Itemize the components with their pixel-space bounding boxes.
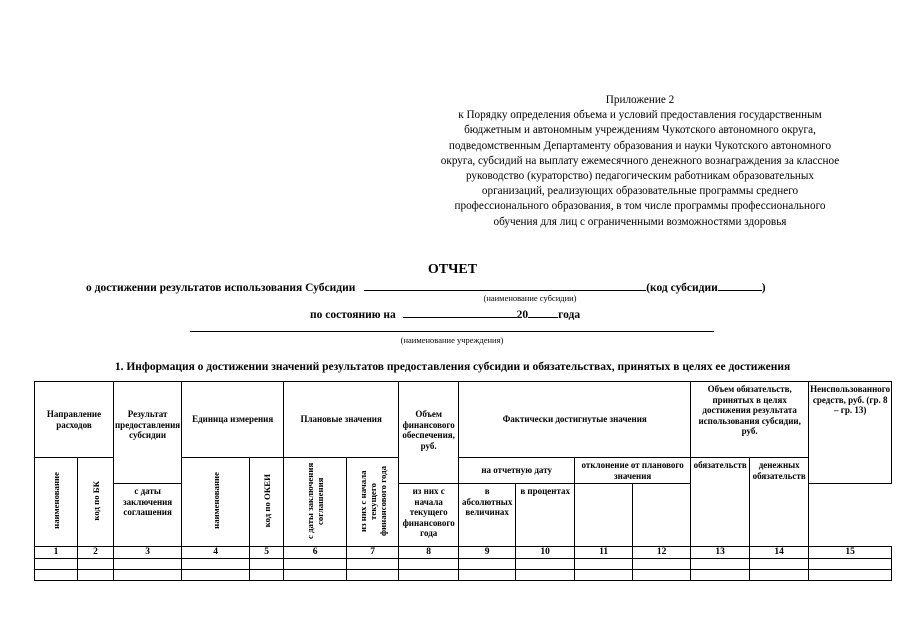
header-actual: Фактически достигнутые значения [459,382,691,458]
subheader-okei: код по ОКЕИ [250,458,284,547]
results-table [34,381,892,581]
column-number: 8 [399,547,459,559]
column-number: 6 [284,547,347,559]
appendix-block [395,93,885,230]
institution-field[interactable] [190,331,714,332]
column-number: 2 [78,547,114,559]
appendix-line: бюджетным и автономным учреждениям Чукотского автономного округа, [464,124,816,137]
subsidy-caption: (наименование субсидии) [483,293,577,303]
subheader-report-date: на отчетную дату [459,458,575,484]
column-number: 14 [750,547,809,559]
date-year: 20 [516,309,529,321]
column-number: 11 [575,547,633,559]
subheader-absolute: в абсолютных величинах [459,484,516,547]
date-prefix: по состоянию на [310,309,396,321]
subheader-from-year: из них с начала текущего финансового года [399,484,459,547]
institution-caption: (наименование учреждения) [400,335,504,345]
column-number: 12 [633,547,691,559]
subheader-unit-name: наименование [182,458,250,547]
header-unit: Единица измерения [182,382,284,458]
subsidy-code-label: (код субсидии [646,282,718,294]
appendix-line: руководство (кураторство) педагогическим работникам образовательных [465,170,815,183]
subsidy-line-prefix: о достижении результатов использования Субсидии [86,282,356,294]
column-number: 9 [459,547,516,559]
subheader-obligatory: обязательств [691,458,750,547]
year-field[interactable] [528,306,558,318]
appendix-heading: Приложение 2 [605,94,675,106]
subheader-from-date: с даты заключения соглашения [114,484,182,547]
column-number: 5 [250,547,284,559]
empty-cell [575,484,633,547]
subheader-percent: в процентах [516,484,575,547]
column-number: 10 [516,547,575,559]
table-row[interactable] [35,559,892,570]
column-number: 3 [114,547,182,559]
header-result: Результат предоставления субсидии [114,382,182,484]
report-title: ОТЧЕТ [427,262,478,277]
table-row[interactable] [35,570,892,581]
subheader-monetary: денежных обязательств [750,458,809,547]
appendix-line: организаций, реализующих образовательные программы среднего [481,185,799,198]
subheader-bk-code: код по БК [78,458,114,547]
column-number: 4 [182,547,250,559]
empty-cell [633,484,691,547]
column-number: 7 [347,547,399,559]
subsidy-name-field[interactable] [364,279,646,291]
header-plan: Плановые значения [284,382,399,458]
subheader-plan-from-date: с даты заключения соглашения [284,458,347,547]
section-title: 1. Информация о достижении значений результатов предоставления субсидии и обязательствах, принятых в целях ее достижения [114,361,791,373]
header-direction: Направление расходов [35,382,114,458]
subsidy-code-close: ) [761,282,766,294]
column-number: 15 [809,547,892,559]
date-field[interactable] [403,306,517,318]
subsidy-code-field[interactable] [718,279,762,291]
subheader-name: наименование [35,458,78,547]
column-number: 13 [691,547,750,559]
appendix-line: профессионального образования, в том числе программы профессионального [454,200,826,213]
column-numbers-row [35,547,892,559]
column-number: 1 [35,547,78,559]
appendix-line: к Порядку определения объема и условий предоставления государственным [458,109,822,122]
subsidy-line [86,279,766,294]
subheader-deviation: отклонение от планового значения [575,458,691,484]
appendix-line: обучения для лиц с ограниченными возможностями здоровья [493,215,787,228]
header-obligations: Объем обязательств, принятых в целях достижения результата использования субсидии, руб. [691,382,809,458]
appendix-line: подведомственным Департаменту образования и науки Чукотского автономного [448,139,832,152]
header-unused: Неиспользованного средств, руб. (гр. 8 – гр. 13) [809,382,892,484]
appendix-line: округа, субсидий на выплату ежемесячного денежного вознаграждения за классное [440,154,840,167]
date-suffix: года [558,309,581,321]
date-line [310,306,580,321]
header-volume: Объем финансового обеспечения, руб. [399,382,459,484]
subheader-plan-from-year: из них с начала текущего финансового года [347,458,399,547]
